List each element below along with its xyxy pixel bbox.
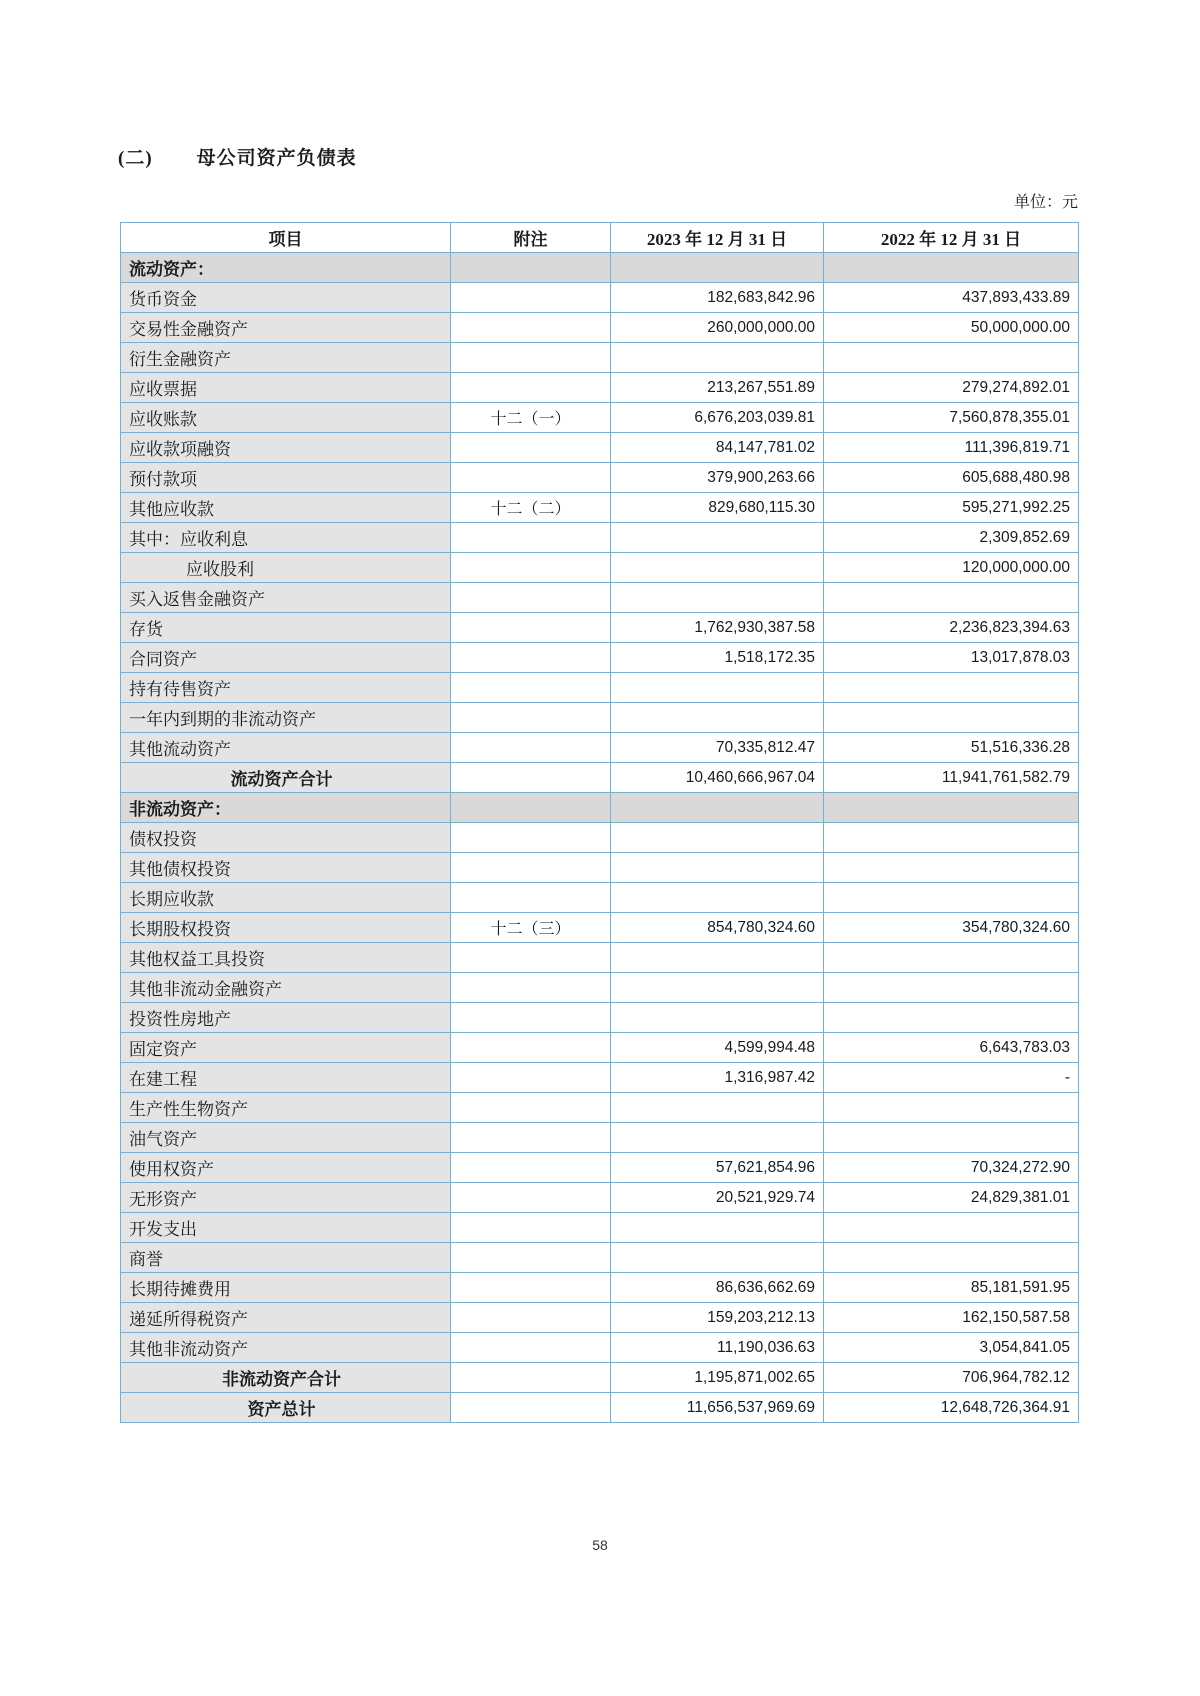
header-item: 项目 [121, 223, 451, 253]
note-cell [451, 1273, 611, 1303]
value-2023-cell: 4,599,994.48 [611, 1033, 824, 1063]
value-2022-cell: 85,181,591.95 [824, 1273, 1079, 1303]
note-cell [451, 1153, 611, 1183]
section-marker: (二) [118, 148, 153, 169]
balance-sheet-body [121, 253, 1079, 1423]
value-2023-cell: 213,267,551.89 [611, 373, 824, 403]
value-2023-cell [611, 883, 824, 913]
note-cell [451, 973, 611, 1003]
value-2023-cell [611, 973, 824, 1003]
value-2022-cell: 6,643,783.03 [824, 1033, 1079, 1063]
value-2022-cell [824, 793, 1079, 823]
value-2023-cell: 829,680,115.30 [611, 493, 824, 523]
value-2023-cell: 379,900,263.66 [611, 463, 824, 493]
table-row [121, 943, 1079, 973]
value-2022-cell [824, 1093, 1079, 1123]
item-cell: 其他应收款 [121, 493, 451, 523]
value-2023-cell [611, 583, 824, 613]
value-2023-cell: 10,460,666,967.04 [611, 763, 824, 793]
value-2022-cell: 595,271,992.25 [824, 493, 1079, 523]
value-2022-cell: 70,324,272.90 [824, 1153, 1079, 1183]
item-cell: 一年内到期的非流动资产 [121, 703, 451, 733]
value-2023-cell [611, 343, 824, 373]
value-2022-cell: 12,648,726,364.91 [824, 1393, 1079, 1423]
note-cell [451, 1183, 611, 1213]
item-cell: 合同资产 [121, 643, 451, 673]
value-2023-cell [611, 703, 824, 733]
note-cell [451, 583, 611, 613]
value-2023-cell: 6,676,203,039.81 [611, 403, 824, 433]
item-cell: 长期股权投资 [121, 913, 451, 943]
note-cell [451, 613, 611, 643]
value-2023-cell [611, 1213, 824, 1243]
value-2023-cell [611, 673, 824, 703]
value-2023-cell: 84,147,781.02 [611, 433, 824, 463]
value-2022-cell: 437,893,433.89 [824, 283, 1079, 313]
header-note: 附注 [451, 223, 611, 253]
table-row [121, 883, 1079, 913]
table-row [121, 1213, 1079, 1243]
header-2023: 2023 年 12 月 31 日 [611, 223, 824, 253]
table-row [121, 733, 1079, 763]
item-cell: 油气资产 [121, 1123, 451, 1153]
note-cell [451, 1063, 611, 1093]
table-row [121, 553, 1079, 583]
value-2023-cell [611, 793, 824, 823]
value-2022-cell [824, 1243, 1079, 1273]
note-cell [451, 763, 611, 793]
value-2022-cell [824, 673, 1079, 703]
table-row [121, 403, 1079, 433]
value-2022-cell: 2,309,852.69 [824, 523, 1079, 553]
table-row [121, 253, 1079, 283]
value-2022-cell: 354,780,324.60 [824, 913, 1079, 943]
value-2022-cell: 605,688,480.98 [824, 463, 1079, 493]
value-2023-cell [611, 943, 824, 973]
item-cell: 其他非流动金融资产 [121, 973, 451, 1003]
note-cell: 十二（三） [451, 913, 611, 943]
table-row [121, 853, 1079, 883]
value-2022-cell [824, 973, 1079, 1003]
table-row [121, 823, 1079, 853]
value-2022-cell: 279,274,892.01 [824, 373, 1079, 403]
table-row [121, 1273, 1079, 1303]
value-2023-cell: 1,195,871,002.65 [611, 1363, 824, 1393]
table-row [121, 373, 1079, 403]
value-2023-cell [611, 553, 824, 583]
item-cell: 衍生金融资产 [121, 343, 451, 373]
header-2022: 2022 年 12 月 31 日 [824, 223, 1079, 253]
table-row [121, 703, 1079, 733]
value-2022-cell [824, 343, 1079, 373]
item-cell: 递延所得税资产 [121, 1303, 451, 1333]
note-cell [451, 253, 611, 283]
note-cell [451, 793, 611, 823]
table-row [121, 1333, 1079, 1363]
value-2022-cell: 50,000,000.00 [824, 313, 1079, 343]
note-cell [451, 433, 611, 463]
note-cell [451, 943, 611, 973]
value-2023-cell: 20,521,929.74 [611, 1183, 824, 1213]
item-cell: 开发支出 [121, 1213, 451, 1243]
note-cell [451, 553, 611, 583]
value-2022-cell: 706,964,782.12 [824, 1363, 1079, 1393]
note-cell [451, 823, 611, 853]
value-2022-cell: 13,017,878.03 [824, 643, 1079, 673]
value-2022-cell: 24,829,381.01 [824, 1183, 1079, 1213]
item-cell: 货币资金 [121, 283, 451, 313]
table-row [121, 523, 1079, 553]
note-cell [451, 673, 611, 703]
table-row [121, 1033, 1079, 1063]
balance-sheet-table [120, 222, 1079, 1423]
note-cell [451, 643, 611, 673]
table-row [121, 1303, 1079, 1333]
item-cell: 长期待摊费用 [121, 1273, 451, 1303]
value-2022-cell [824, 1003, 1079, 1033]
table-row [121, 1093, 1079, 1123]
value-2022-cell: 120,000,000.00 [824, 553, 1079, 583]
value-2023-cell: 854,780,324.60 [611, 913, 824, 943]
value-2023-cell [611, 1123, 824, 1153]
item-cell: 长期应收款 [121, 883, 451, 913]
note-cell [451, 1033, 611, 1063]
table-header-row [121, 223, 1079, 253]
value-2023-cell: 11,656,537,969.69 [611, 1393, 824, 1423]
item-cell: 使用权资产 [121, 1153, 451, 1183]
note-cell [451, 373, 611, 403]
table-row [121, 583, 1079, 613]
note-cell [451, 1003, 611, 1033]
value-2022-cell: 11,941,761,582.79 [824, 763, 1079, 793]
item-cell: 生产性生物资产 [121, 1093, 451, 1123]
item-cell: 其他非流动资产 [121, 1333, 451, 1363]
value-2023-cell: 57,621,854.96 [611, 1153, 824, 1183]
value-2022-cell [824, 1213, 1079, 1243]
item-cell: 其中：应收利息 [121, 523, 451, 553]
value-2023-cell [611, 1243, 824, 1273]
item-cell: 应收账款 [121, 403, 451, 433]
value-2022-cell: 7,560,878,355.01 [824, 403, 1079, 433]
note-cell [451, 313, 611, 343]
table-row [121, 493, 1079, 523]
value-2023-cell [611, 1003, 824, 1033]
note-cell [451, 1363, 611, 1393]
item-cell: 应收股利 [121, 553, 451, 583]
value-2023-cell [611, 823, 824, 853]
note-cell [451, 1093, 611, 1123]
table-row [121, 913, 1079, 943]
note-cell [451, 523, 611, 553]
item-cell: 买入返售金融资产 [121, 583, 451, 613]
item-cell: 应收款项融资 [121, 433, 451, 463]
page-title-text: 母公司资产负债表 [196, 148, 357, 169]
note-cell [451, 703, 611, 733]
item-cell: 资产总计 [121, 1393, 451, 1423]
value-2022-cell: 51,516,336.28 [824, 733, 1079, 763]
value-2023-cell [611, 853, 824, 883]
value-2023-cell: 159,203,212.13 [611, 1303, 824, 1333]
table-row [121, 673, 1079, 703]
item-cell: 非流动资产合计 [121, 1363, 451, 1393]
table-row [121, 643, 1079, 673]
value-2022-cell [824, 883, 1079, 913]
item-cell: 存货 [121, 613, 451, 643]
value-2022-cell [824, 583, 1079, 613]
note-cell [451, 1393, 611, 1423]
value-2023-cell [611, 1093, 824, 1123]
table-row [121, 613, 1079, 643]
table-row [121, 1003, 1079, 1033]
value-2022-cell: 3,054,841.05 [824, 1333, 1079, 1363]
item-cell: 应收票据 [121, 373, 451, 403]
value-2022-cell [824, 853, 1079, 883]
note-cell [451, 883, 611, 913]
table-row [121, 1363, 1079, 1393]
item-cell: 在建工程 [121, 1063, 451, 1093]
value-2023-cell: 1,518,172.35 [611, 643, 824, 673]
value-2023-cell: 1,762,930,387.58 [611, 613, 824, 643]
value-2023-cell [611, 523, 824, 553]
note-cell [451, 343, 611, 373]
note-cell [451, 1243, 611, 1273]
item-cell: 流动资产： [121, 253, 451, 283]
item-cell: 其他债权投资 [121, 853, 451, 883]
item-cell: 无形资产 [121, 1183, 451, 1213]
table-row [121, 343, 1079, 373]
table-row [121, 1243, 1079, 1273]
note-cell [451, 1333, 611, 1363]
value-2022-cell [824, 703, 1079, 733]
table-row [121, 763, 1079, 793]
table-row [121, 313, 1079, 343]
value-2022-cell [824, 253, 1079, 283]
table-row [121, 973, 1079, 1003]
note-cell [451, 283, 611, 313]
note-cell [451, 1213, 611, 1243]
value-2022-cell [824, 943, 1079, 973]
value-2023-cell: 86,636,662.69 [611, 1273, 824, 1303]
table-row [121, 1183, 1079, 1213]
note-cell [451, 1123, 611, 1153]
value-2023-cell: 182,683,842.96 [611, 283, 824, 313]
value-2022-cell: 111,396,819.71 [824, 433, 1079, 463]
table-row [121, 793, 1079, 823]
note-cell [451, 853, 611, 883]
table-row [121, 283, 1079, 313]
value-2022-cell: 2,236,823,394.63 [824, 613, 1079, 643]
note-cell: 十二（一） [451, 403, 611, 433]
value-2022-cell [824, 1123, 1079, 1153]
page-title [118, 143, 357, 170]
item-cell: 其他权益工具投资 [121, 943, 451, 973]
value-2023-cell: 1,316,987.42 [611, 1063, 824, 1093]
table-row [121, 1063, 1079, 1093]
page-number: 58 [592, 1537, 608, 1553]
note-cell [451, 1303, 611, 1333]
table-header [121, 223, 1079, 253]
value-2023-cell: 70,335,812.47 [611, 733, 824, 763]
item-cell: 投资性房地产 [121, 1003, 451, 1033]
item-cell: 其他流动资产 [121, 733, 451, 763]
value-2023-cell [611, 253, 824, 283]
value-2022-cell [824, 823, 1079, 853]
item-cell: 流动资产合计 [121, 763, 451, 793]
unit-label: 单位：元 [1013, 194, 1078, 211]
table-row [121, 433, 1079, 463]
note-cell [451, 733, 611, 763]
item-cell: 固定资产 [121, 1033, 451, 1063]
value-2023-cell: 11,190,036.63 [611, 1333, 824, 1363]
value-2022-cell: - [824, 1063, 1079, 1093]
table-row [121, 1153, 1079, 1183]
item-cell: 非流动资产： [121, 793, 451, 823]
value-2022-cell: 162,150,587.58 [824, 1303, 1079, 1333]
value-2023-cell: 260,000,000.00 [611, 313, 824, 343]
table-row [121, 463, 1079, 493]
item-cell: 预付款项 [121, 463, 451, 493]
item-cell: 债权投资 [121, 823, 451, 853]
item-cell: 持有待售资产 [121, 673, 451, 703]
table-row [121, 1393, 1079, 1423]
table-row [121, 1123, 1079, 1153]
item-cell: 商誉 [121, 1243, 451, 1273]
note-cell [451, 463, 611, 493]
item-cell: 交易性金融资产 [121, 313, 451, 343]
note-cell: 十二（二） [451, 493, 611, 523]
